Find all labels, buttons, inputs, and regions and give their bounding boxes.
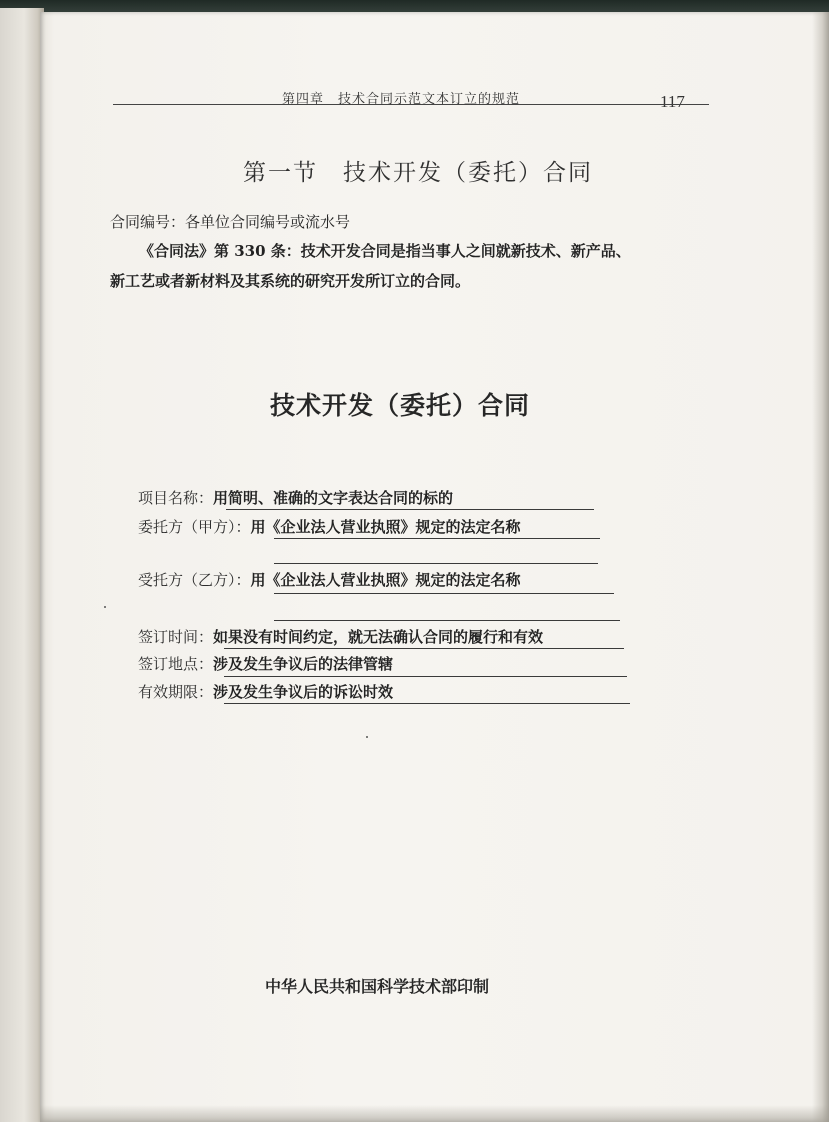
field-underline xyxy=(274,538,600,539)
page-right-edge xyxy=(812,12,829,1122)
field-underline xyxy=(224,648,624,649)
field-underline xyxy=(224,676,627,677)
field-value: 涉及发生争议后的法律管辖 xyxy=(213,655,394,673)
field-label: 受托方（乙方）： xyxy=(138,571,251,589)
page-number: 117 xyxy=(660,92,685,111)
contract-title: 技术开发（委托）合同 xyxy=(270,391,531,420)
law-article-line-1: 《合同法》第 330 条：技术开发合同是指当事人之间就新技术、新产品、 xyxy=(139,242,631,260)
field-value: 如果没有时间约定，就无法确认合同的履行和有效 xyxy=(213,628,544,646)
field-project-name xyxy=(138,487,453,508)
header-rule xyxy=(113,104,709,105)
field-value: 用简明、准确的文字表达合同的标的 xyxy=(213,489,454,507)
field-underline xyxy=(274,593,614,594)
section-title: 第一节 技术开发（委托）合同 xyxy=(243,160,593,186)
law-article-line-2: 新工艺或者新材料及其系统的研究开发所订立的合同。 xyxy=(110,272,471,290)
field-validity-period xyxy=(138,681,393,702)
field-label: 项目名称： xyxy=(138,489,214,507)
running-header: 第四章 技术合同示范文本订立的规范 xyxy=(282,92,521,107)
scan-speck xyxy=(366,736,368,738)
left-page-edge xyxy=(0,8,44,1122)
field-contractor xyxy=(138,569,521,590)
field-client xyxy=(138,516,521,537)
field-underline xyxy=(274,563,598,564)
field-signing-date xyxy=(138,626,543,647)
field-underline xyxy=(224,703,630,704)
contract-number-line: 合同编号：各单位合同编号或流水号 xyxy=(110,213,351,231)
field-label: 签订地点： xyxy=(138,655,214,673)
field-signing-place xyxy=(138,653,393,674)
scan-speck xyxy=(104,606,106,608)
field-label: 委托方（甲方）： xyxy=(138,518,251,536)
field-value: 用《企业法人营业执照》规定的法定名称 xyxy=(250,571,521,589)
field-label: 签订时间： xyxy=(138,628,214,646)
publisher-footer: 中华人民共和国科学技术部印制 xyxy=(265,977,490,996)
page-bottom-edge xyxy=(40,1105,829,1122)
field-label: 有效期限： xyxy=(138,683,214,701)
field-underline xyxy=(226,509,594,510)
field-value: 用《企业法人营业执照》规定的法定名称 xyxy=(250,518,521,536)
field-value: 涉及发生争议后的诉讼时效 xyxy=(213,683,394,701)
field-underline xyxy=(274,620,620,621)
